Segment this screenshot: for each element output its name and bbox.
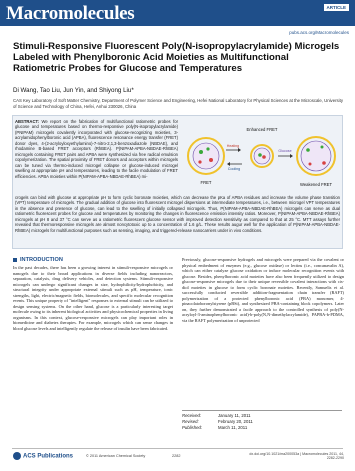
date-value: March 11, 2011 <box>218 424 248 430</box>
article-type-tag: ARTICLE <box>324 4 350 11</box>
toc-panel-right <box>278 137 335 187</box>
label-glucose: Glucose <box>278 149 292 153</box>
journal-url[interactable]: pubs.acs.org/Macromolecules <box>289 30 349 35</box>
journal-name: Macromolecules <box>6 3 135 24</box>
donor-dye-icon <box>258 153 262 157</box>
microgel-core-icon <box>193 143 219 169</box>
publisher-name: ACS Publications <box>23 453 74 460</box>
label-weakened-fret: Weakened FRET <box>299 182 333 187</box>
donor-dye-icon <box>206 147 209 150</box>
donor-dye-icon <box>306 148 310 152</box>
introduction-right-column: Previously, glucose-responsive hydrogels and microgels were prepared via the covalent or physical embedment of enzymes (e.g., glucose oxidase) or lectins (i.e., concanavalin A), which can either catalyze glucose oxidation or induce molecular recognition events with glucose. Besides, phenylboronic acid moieties have also been frequently utilized to design glucose-responsive microgels due to their unique reversible covalent interactions with cis-diol moieties in glucose to form cyclic boronate moieties. Recently, Samuelis et al. successfully conducted reversible addition-fragmentation chain transfer (RAFT) polymerization of a protected phenylboronic acid (PBA) monomer, 4-pinacolatoboronylstyrene (pBSt), and synthesized PBA-containing block copolymers. Later on, they further demonstrated a facile approach to the controlled synthesis of poly(N-acryloyl-3-aminophenylboronic acid)-b-poly(N,N-dimethylacrylamide), PAPBA-b-PDMA, via the RAFT polymerization of unprotected <box>182 257 344 324</box>
acs-logo-icon <box>13 452 21 460</box>
abstract-body-narrow: We report on the fabrication of multifunctional ratiometric probes for glucose and temperatures based on thermo-responsive poly(N-isopropylacrylamide) (PNIPAM) microgels covalently incorporated with glucose-recognizing moieties, 3-acrylamidophenylboronic acid (APBA), fluorescence resonance energy transfer (FRET) donor dyes, 4-(2-acryloyloxyethylamino)-7-nitro-2,1,3-benzoxadiazole (NBDAE), and rhodamine B-based FRET acceptors (RhBEA). P(NIPAM-APBA-NBDAE-RhBEA) microgels containing FRET pairs and APBA were synthesized via free radical emulsion copolymerization. The spatial proximity of FRET donors and acceptors within microgels can be tuned via thermo-induced microgel collapse or glucose-induced microgel swelling at appropriate pH and temperatures, leading to the facile modulation of FRET efficiencies. APBA moieties within P(NIPAM-APBA-NBDAE-RhBEA) mi- <box>15 119 178 179</box>
copyright-notice: © 2011 American Chemical Society <box>86 454 146 458</box>
abstract-body-full: crogels can bind with glucose at appropriate pH to form cyclic boronate moieties, which can decrease the pKa of APBA residues and increase the volume phase transition (VPT) temperature of microgels. The gradual addition of glucose into fluorescent microgel dispersions at intermediate temperatures, i.e., between microgel VPT temperatures in the absence and presence of glucose, can lead to the swelling of initially collapsed microgels. Thus, P(NIPAM-APBA-NBDAE-RhBEA) microgels can serve as dual ratiometric fluorescent probes for glucose and temperatures by monitoring the changes in fluorescence emission intensity ratios. Moreover, P(NIPAM-APBA-NBDAE-RhBEA) microgels at pH 8 and 37 °C can serve as a ratiometric fluorescent glucose sensor with improved detection sensitivity as compared to that at 25 °C. MTT assays further revealed that thermoresponsive microgels are almost noncytotoxic up to a concentration of 1.6 g/L. These results augur well for the application of P(NIPAM-APBA-NBDAE-RhBEA) microgels for multifunctional purposes such as sensing, imaging, and triggered-release nanocarriers under in vivo conditions. <box>15 195 340 233</box>
collapsed-core-icon <box>254 148 270 164</box>
date-row-published <box>182 425 342 431</box>
introduction-heading-label: INTRODUCTION <box>20 257 63 263</box>
acceptor-dye-icon <box>198 160 201 163</box>
section-bullet-icon <box>13 258 17 262</box>
date-key: Received: <box>182 413 202 418</box>
date-key: Revised: <box>182 418 199 424</box>
label-cooling: Cooling <box>227 167 241 171</box>
date-key: Published: <box>182 424 203 430</box>
acceptor-dye-icon <box>209 158 213 162</box>
article-dates <box>182 410 342 430</box>
arrowhead-icon <box>227 162 230 166</box>
label-enhanced-fret: Enhanced FRET <box>246 127 278 132</box>
toc-panel-middle <box>226 127 278 171</box>
donor-dye-icon <box>321 146 324 149</box>
introduction-left-column: In the past decades, there has been a growing interest in stimuli-responsive microgels or nanogels due to their broad applications in diverse fields including nanoreactors, separation, catalysis, drug delivery vehicles, and detection systems. Stimuli-responsive microgels can undergo significant changes in size, hydrophilicity/hydrophobicity, and structural integrity under appropriate external stimuli such as pH, temperature, ionic strengths, light, electric/magnetic fields, biomolecules, and specific molecular recognition events. This unique property of "intelligent" responses to external stimuli can be utilized to design sensing systems. On the other hand, glucose is a particularly interesting target molecule owing to its inherent biological activities and physicochemical properties in living organisms. In this context, glucose-responsive microgels can play important roles in biomedicine and diabetes therapies. For example, microgels which can sense changes in blood glucose levels and intelligently regulate the release of insulin have been fabricated. <box>13 265 173 332</box>
doi-citation[interactable]: dx.doi.org/10.1021/ma200053a | Macromolecules 2011, 44, 2282-2290 <box>249 452 344 461</box>
donor-dye-icon <box>199 150 203 154</box>
date-value: February 20, 2011 <box>218 418 253 424</box>
author-list: Di Wang, Tao Liu, Jun Yin, and Shiyong Liu* <box>13 87 134 94</box>
introduction-heading <box>13 257 63 263</box>
toc-graphic <box>182 118 340 195</box>
swollen-core-icon <box>301 141 331 171</box>
arrowhead-icon <box>238 148 241 152</box>
arrowhead-icon <box>290 154 293 158</box>
journal-masthead <box>0 0 355 26</box>
toc-panel-left <box>188 138 224 185</box>
acceptor-dye-icon <box>322 161 326 165</box>
acs-publications-logo[interactable] <box>13 452 73 460</box>
abstract-text-narrow <box>15 119 178 179</box>
acceptor-dye-icon <box>309 163 312 166</box>
page-number: 2282 <box>172 454 181 458</box>
footer-divider <box>12 448 343 449</box>
affiliation: CAS Key Laboratory of Soft Matter Chemistry, Department of Polymer Science and Engineering, Hefei National Laboratory for Physical Sciences at the Microscale, University of Science and Technology of China, Hefei, Anhui 230026, China <box>13 98 343 109</box>
label-fret: FRET <box>200 180 212 185</box>
acceptor-dye-icon <box>262 155 266 159</box>
article-title: Stimuli-Responsive Fluorescent Poly(N-isopropylacrylamide) Microgels Labeled with Phenylboronic Acid Moieties as Multifunctional Ratiometric Probes for Glucose and Temperatures <box>13 41 340 74</box>
date-value: January 11, 2011 <box>218 413 251 418</box>
label-heating: Heating <box>226 144 240 148</box>
abstract-label: ABSTRACT: <box>15 119 39 124</box>
